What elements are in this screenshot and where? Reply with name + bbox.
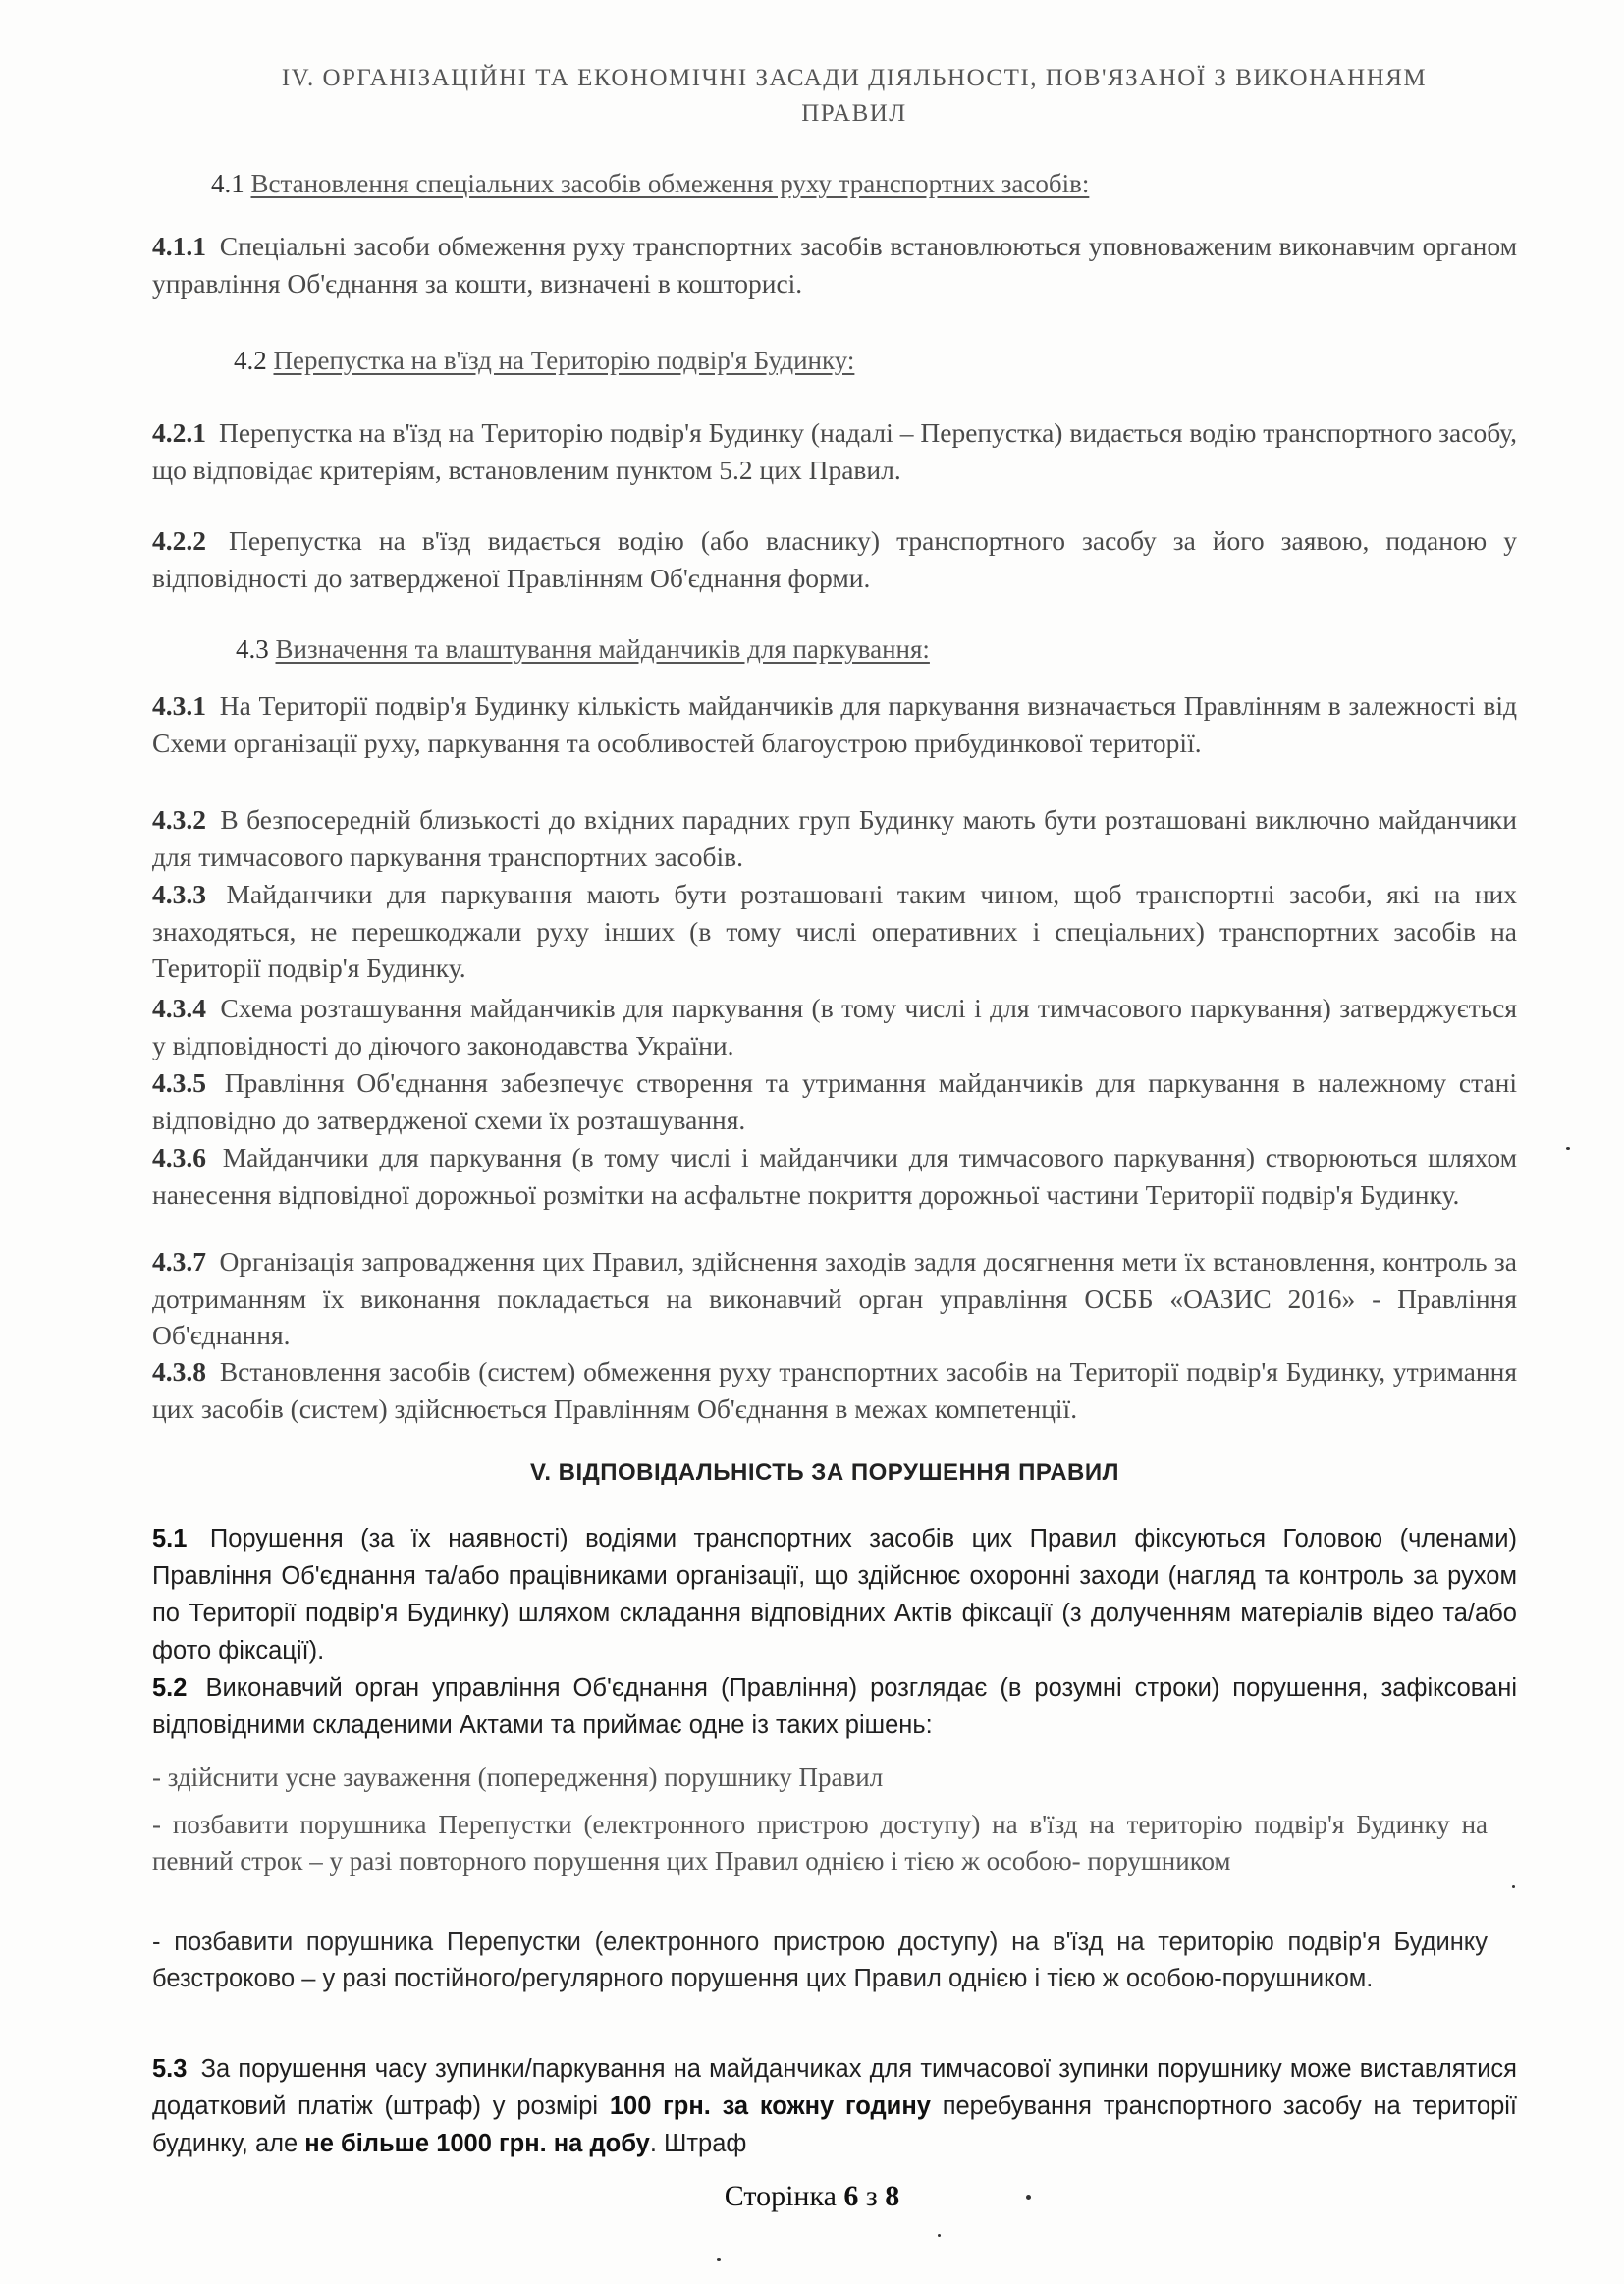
paragraph-text-a: За порушення часу зупинки/паркування на майданчиках для тимчасової зупинки порушнику може виставлятися додатковий платіж (штраф) у розмірі <box>152 2055 1517 2120</box>
paragraph-text: На Території подвір'я Будинку кількість майданчиків для паркування визначається Правлінням в залежності від Схеми організації руху, паркування та особливостей благоустрою прибудинкової території. <box>152 690 1518 758</box>
paragraph-text: Організація запровадження цих Правил, здійснення заходів задля досягнення мети їх встановлення, контроль за дотриманням їх виконання покладається на виконавчий орган управління ОСББ «ОАЗИС 2016» - Правління Об'єднання. <box>152 1246 1517 1350</box>
paragraph-number: 5.2 <box>152 1674 188 1702</box>
paragraph-text-c: . Штраф <box>649 2130 747 2157</box>
paragraph-number: 4.1.1 <box>152 231 206 261</box>
paragraph-number: 4.3.1 <box>152 690 206 721</box>
subsection-4-2 <box>234 344 854 377</box>
paragraph-number: 4.3.2 <box>152 804 206 835</box>
paragraph-5-3 <box>152 2050 1517 2162</box>
paragraph-number: 4.3.8 <box>152 1356 206 1387</box>
fine-cap: не більше 1000 грн. на добу <box>304 2130 650 2157</box>
bullet-item-1: - здійснити усне зауваження (попередження) порушнику Правил <box>152 1763 884 1792</box>
fine-rate: 100 грн. за кожну годину <box>609 2093 931 2120</box>
scan-speck <box>717 2258 721 2261</box>
paragraph-number: 4.3.7 <box>152 1246 206 1277</box>
page-label: Сторінка <box>724 2180 844 2212</box>
paragraph-4-3-1 <box>152 687 1517 761</box>
paragraph-number: 5.1 <box>152 1525 188 1552</box>
page-number: 6 <box>843 2180 859 2212</box>
paragraph-4-3-6 <box>152 1139 1517 1213</box>
paragraph-text: Майданчики для паркування мають бути розташовані таким чином, щоб транспортні засоби, які на них знаходяться, не перешкоджали руху інших (в тому числі оперативних і спеціальних) транспортних засобів на Території подвір'я Будинку. <box>152 879 1518 983</box>
paragraph-text: Спеціальні засоби обмеження руху транспортних засобів встановлюються уповноваженим виконавчим органом управління Об'єднання за кошти, визначені в кошторисі. <box>152 231 1517 299</box>
paragraph-text: Встановлення засобів (систем) обмеження руху транспортних засобів на Території подвір'я Будинку, утримання цих засобів (систем) здійснюється Правлінням Об'єднання в межах компетенції. <box>152 1356 1518 1424</box>
paragraph-text: Перепустка на в'їзд видається водію (або власнику) транспортного засобу за його заявою, поданою у відповідності до затвердженої Правлінням Об'єднання форми. <box>152 525 1517 593</box>
paragraph-text: Порушення (за їх наявності) водіями транспортних засобів цих Правил фіксуються Головою (членами) Правління Об'єднання та/або працівниками організації, що здійснює охоронні заходи (нагляд та контроль за рухом по Території подвір'я Будинку) шляхом складання відповідних Актів фіксації (з долученням матеріалів відео та/або фото фіксації). <box>152 1525 1517 1664</box>
paragraph-4-3-8 <box>152 1353 1517 1427</box>
paragraph-number: 4.2.2 <box>152 525 206 556</box>
paragraph-5-1 <box>152 1520 1517 1669</box>
paragraph-text-b: перебування транспортного засобу на території будинку, але <box>152 2093 1517 2157</box>
paragraph-text: Схема розташування майданчиків для паркування (в тому числі і для тимчасового паркування) затверджується у відповідності до діючого законодавства України. <box>152 993 1518 1060</box>
section-4-title-line1: IV. ОРГАНІЗАЦІЙНІ ТА ЕКОНОМІЧНІ ЗАСАДИ ДІЯЛЬНОСТІ, ПОВ'ЯЗАНОЇ З ВИКОНАННЯМ <box>281 65 1428 91</box>
scan-speck <box>1512 1885 1515 1888</box>
paragraph-number: 4.3.4 <box>152 993 206 1023</box>
paragraph-5-2 <box>152 1669 1517 1744</box>
paragraph-text: В безпосередній близькості до вхідних парадних груп Будинку мають бути розташовані виключно майданчики для тимчасового паркування транспортних засобів. <box>152 804 1517 872</box>
subsection-heading: Перепустка на в'їзд на Територію подвір'я Будинку: <box>273 346 855 375</box>
section-5-title: V. ВІДПОВІДАЛЬНІСТЬ ЗА ПОРУШЕННЯ ПРАВИЛ <box>530 1459 1119 1486</box>
paragraph-4-3-5 <box>152 1064 1517 1138</box>
scan-speck <box>938 2234 941 2237</box>
subsection-number: 4.1 <box>211 169 244 198</box>
subsection-4-3 <box>236 632 930 666</box>
section-4-title <box>236 61 1473 132</box>
scan-speck <box>1566 1147 1570 1150</box>
paragraph-4-3-2 <box>152 801 1517 875</box>
bullet-item-3: - позбавити порушника Перепустки (електронного пристрою доступу) на в'їзд на територію подвір'я Будинку безстроково – у разі постійного/регулярного порушення цих Правил однією і тією ж особою-порушником. <box>152 1929 1488 1992</box>
scan-speck <box>1026 2195 1031 2200</box>
paragraph-number: 4.2.1 <box>152 417 206 448</box>
paragraph-text: Правління Об'єднання забезпечує створення та утримання майданчиків для паркування в належному стані відповідно до затвердженої схеми їх розташування. <box>152 1067 1518 1135</box>
page-total: 8 <box>885 2180 900 2212</box>
paragraph-4-3-4 <box>152 990 1517 1063</box>
paragraph-4-3-3 <box>152 876 1517 987</box>
bullet-item-2: - позбавити порушника Перепустки (електронного пристрою доступу) на в'їзд на територію подвір'я Будинку на певний строк – у разі повторного порушення цих Правил однією і тією ж особою- порушником <box>152 1810 1488 1876</box>
paragraph-text: Майданчики для паркування (в тому числі і майданчики для тимчасового паркування) створюються шляхом нанесення відповідної дорожньої розмітки на асфальтне покриття дорожньої частини Території подвір'я Будинку. <box>152 1142 1518 1210</box>
subsection-heading: Визначення та влаштування майданчиків для паркування: <box>275 634 930 664</box>
paragraph-text: Виконавчий орган управління Об'єднання (Правління) розглядає (в розумні строки) порушення, зафіксовані відповідними складеними Актами та приймає одне із таких рішень: <box>152 1674 1517 1739</box>
paragraph-4-3-7 <box>152 1243 1517 1354</box>
paragraph-4-2-1 <box>152 414 1517 488</box>
section-4-title-line2: ПРАВИЛ <box>801 100 907 127</box>
paragraph-number: 4.3.6 <box>152 1142 206 1172</box>
paragraph-text: Перепустка на в'їзд на Територію подвір'я Будинку (надалі – Перепустка) видається водію транспортного засобу, що відповідає критеріям, встановленим пунктом 5.2 цих Правил. <box>152 417 1518 485</box>
subsection-heading: Встановлення спеціальних засобів обмеження руху транспортних засобів: <box>250 169 1090 198</box>
page-footer <box>0 2180 1624 2213</box>
paragraph-4-2-2 <box>152 522 1517 596</box>
subsection-number: 4.2 <box>234 346 267 375</box>
page-separator: з <box>858 2180 886 2212</box>
paragraph-number: 4.3.3 <box>152 879 206 909</box>
paragraph-4-1-1 <box>152 228 1517 301</box>
paragraph-number: 5.3 <box>152 2055 188 2083</box>
paragraph-number: 4.3.5 <box>152 1067 206 1098</box>
subsection-4-1 <box>211 167 1089 200</box>
subsection-number: 4.3 <box>236 634 269 664</box>
